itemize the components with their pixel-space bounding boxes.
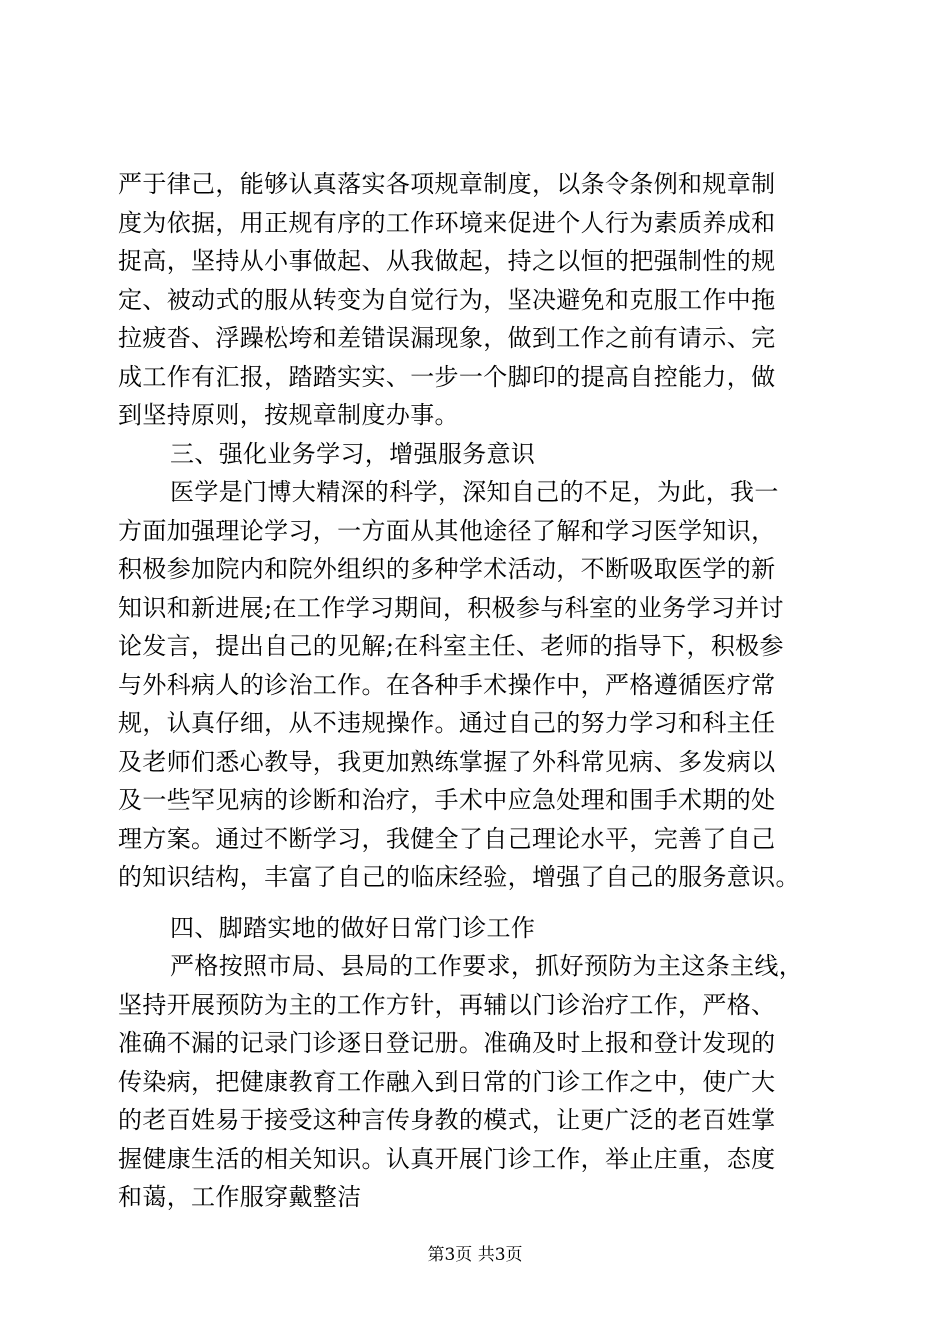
text-line: 的老百姓易于接受这种言传身教的模式，让更广泛的老百姓掌 [118,1106,776,1134]
section-heading: 四、脚踏实地的做好日常门诊工作 [170,913,536,942]
text-line: 理方案。通过不断学习，我健全了自己理论水平，完善了自己 [118,824,776,853]
text-line: 坚持开展预防为主的工作方针，再辅以门诊治疗工作，严格、 [118,990,776,1019]
text-line: 严于律己，能够认真落实各项规章制度，以条令条例和规章制 [118,170,776,198]
text-line: 到坚持原则，按规章制度办事。 [118,401,459,429]
text-line: 知识和新进展;在工作学习期间，积极参与科室的业务学习并讨 [118,593,784,622]
document-body [118,165,830,1217]
text-line: 规，认真仔细，从不违规操作。通过自己的努力学习和科主任 [118,709,776,737]
page-number: 第3页 共3页 [427,1245,523,1265]
text-line: 成工作有汇报，踏踏实实、一步一个脚印的提高自控能力，做 [118,362,776,391]
paragraph-gap [118,897,830,909]
text-line: 的知识结构，丰富了自己的临床经验，增强了自己的服务意识。 [118,863,800,891]
text-line: 及老师们悉心教导，我更加熟练掌握了外科常见病、多发病以 [118,747,776,776]
section-heading: 三、强化业务学习，增强服务意识 [170,439,536,468]
text-line: 严格按照市局、县局的工作要求，抓好预防为主这条主线， [170,952,804,980]
text-line: 拉疲沓、浮躁松垮和差错误漏现象，做到工作之前有请示、完 [118,324,776,352]
text-line: 和蔼，工作服穿戴整洁 [118,1183,362,1211]
text-line: 积极参加院内和院外组织的多种学术活动，不断吸取医学的新 [118,555,776,583]
text-line: 与外科病人的诊治工作。在各种手术操作中，严格遵循医疗常 [118,670,776,699]
text-line: 握健康生活的相关知识。认真开展门诊工作，举止庄重，态度 [118,1144,776,1173]
text-line: 传染病，把健康教育工作融入到日常的门诊工作之中，使广大 [118,1067,776,1096]
text-line: 方面加强理论学习，一方面从其他途径了解和学习医学知识， [118,516,776,545]
text-line: 捉高，坚持从小事做起、从我做起，持之以恒的把强制性的规 [118,247,776,275]
text-line: 及一些罕见病的诊断和治疗，手术中应急处理和围手术期的处 [118,786,776,814]
text-line: 医学是门博大精深的科学，深知自己的不足，为此，我一 [170,478,779,506]
text-line: 度为依据，用正规有序的工作环境来促进个人行为素质养成和 [118,208,776,237]
page-footer [0,1243,950,1267]
text-line: 准确不漏的记录门诊逐日登记册。准确及时上报和登计发现的 [118,1029,776,1057]
text-line: 论发言，提出自己的见解;在科室主任、老师的指导下，积极参 [118,632,784,660]
text-line: 定、被动式的服从转变为自觉行为，坚决避免和克服工作中拖 [118,285,776,314]
